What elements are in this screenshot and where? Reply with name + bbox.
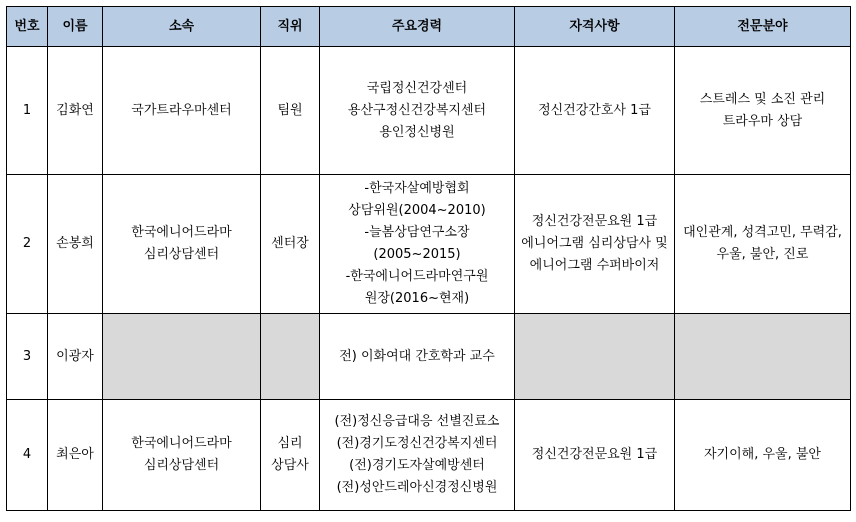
text-line: (전)정신응급대응 선별진료소 [334, 414, 500, 429]
cell-specialty [675, 175, 851, 314]
header-career: 주요경력 [320, 7, 515, 47]
cell-no: 3 [7, 314, 48, 400]
cell-career [320, 314, 515, 400]
header-qualification: 자격사항 [515, 7, 675, 47]
cell-name: 손봉희 [48, 175, 103, 314]
cell-career [320, 400, 515, 511]
cell-career [320, 175, 515, 314]
text-line: 국립정신건강센터 [366, 80, 468, 96]
text-line: 상담위원(2004~2010) [348, 203, 486, 218]
text-line: 용산구정신건강복지센터 [347, 102, 487, 118]
text-line: (전)성안드레아신경정신병원 [336, 480, 498, 495]
text-line: 심리상담센터 [143, 247, 220, 262]
staff-table [6, 6, 851, 511]
text-line: 스트레스 및 소진 관리 [699, 91, 826, 107]
cell-career [320, 47, 515, 175]
cell-specialty [675, 47, 851, 175]
table-row [7, 175, 851, 314]
table-row [7, 314, 851, 400]
text-line: 팀원 [277, 102, 303, 118]
header-no: 번호 [7, 7, 48, 47]
text-line: 심리상담센터 [143, 458, 220, 473]
text-line: 센터장 [271, 236, 309, 251]
cell-qualification [515, 400, 675, 511]
cell-affiliation [103, 47, 261, 175]
cell-position [261, 175, 320, 314]
cell-no: 4 [7, 400, 48, 511]
text-line: 정신건강전문요원 1급 [531, 214, 658, 229]
table-row [7, 400, 851, 511]
cell-no: 2 [7, 175, 48, 314]
cell-specialty [675, 400, 851, 511]
text-line: 트라우마 상담 [722, 113, 803, 129]
header-name: 이름 [48, 7, 103, 47]
text-line: 원장(2016~현재) [364, 291, 470, 306]
text-line: (전)경기도자살예방센터 [349, 458, 485, 473]
cell-name: 김화연 [48, 47, 103, 175]
text-line: 에니어그램 수퍼바이저 [529, 258, 660, 273]
header-specialty: 전문분야 [675, 7, 851, 47]
text-line: 용인정신병원 [379, 124, 455, 140]
text-line: 우울, 불안, 진로 [716, 247, 809, 262]
text-line: 전) 이화여대 간호학과 교수 [339, 348, 495, 364]
text-line: 자기이해, 우울, 불안 [704, 447, 821, 462]
text-line: (2005~2015) [373, 247, 461, 262]
text-line: -한국자살예방협회 [364, 181, 470, 196]
text-line: 정신건강전문요원 1급 [531, 447, 658, 462]
text-line: 한국에니어드라마 [131, 225, 232, 240]
text-line: 정신건강간호사 1급 [538, 102, 651, 118]
cell-name: 이광자 [48, 314, 103, 400]
text-line: 대인관계, 성격고민, 무력감, [683, 225, 842, 240]
text-line: 상담사 [271, 458, 309, 473]
header-row [7, 7, 851, 47]
header-affiliation: 소속 [103, 7, 261, 47]
cell-position [261, 47, 320, 175]
cell-position [261, 400, 320, 511]
text-line: -늘봄상담연구소장 [364, 225, 470, 240]
text-line: 한국에니어드라마 [131, 436, 232, 451]
text-line: (전)경기도정신건강복지센터 [336, 436, 498, 451]
cell-affiliation [103, 400, 261, 511]
cell-position-empty [261, 314, 320, 400]
cell-name: 최은아 [48, 400, 103, 511]
cell-affiliation [103, 175, 261, 314]
cell-specialty-empty [675, 314, 851, 400]
text-line: -한국에니어드라마연구원 [345, 269, 489, 284]
text-line: 에니어그램 심리상담사 및 [521, 236, 668, 251]
header-position: 직위 [261, 7, 320, 47]
cell-qualification-empty [515, 314, 675, 400]
cell-no: 1 [7, 47, 48, 175]
table-row [7, 47, 851, 175]
text-line: 국가트라우마센터 [131, 102, 232, 118]
cell-qualification [515, 47, 675, 175]
cell-affiliation-empty [103, 314, 261, 400]
text-line: 심리 [277, 436, 303, 451]
cell-qualification [515, 175, 675, 314]
